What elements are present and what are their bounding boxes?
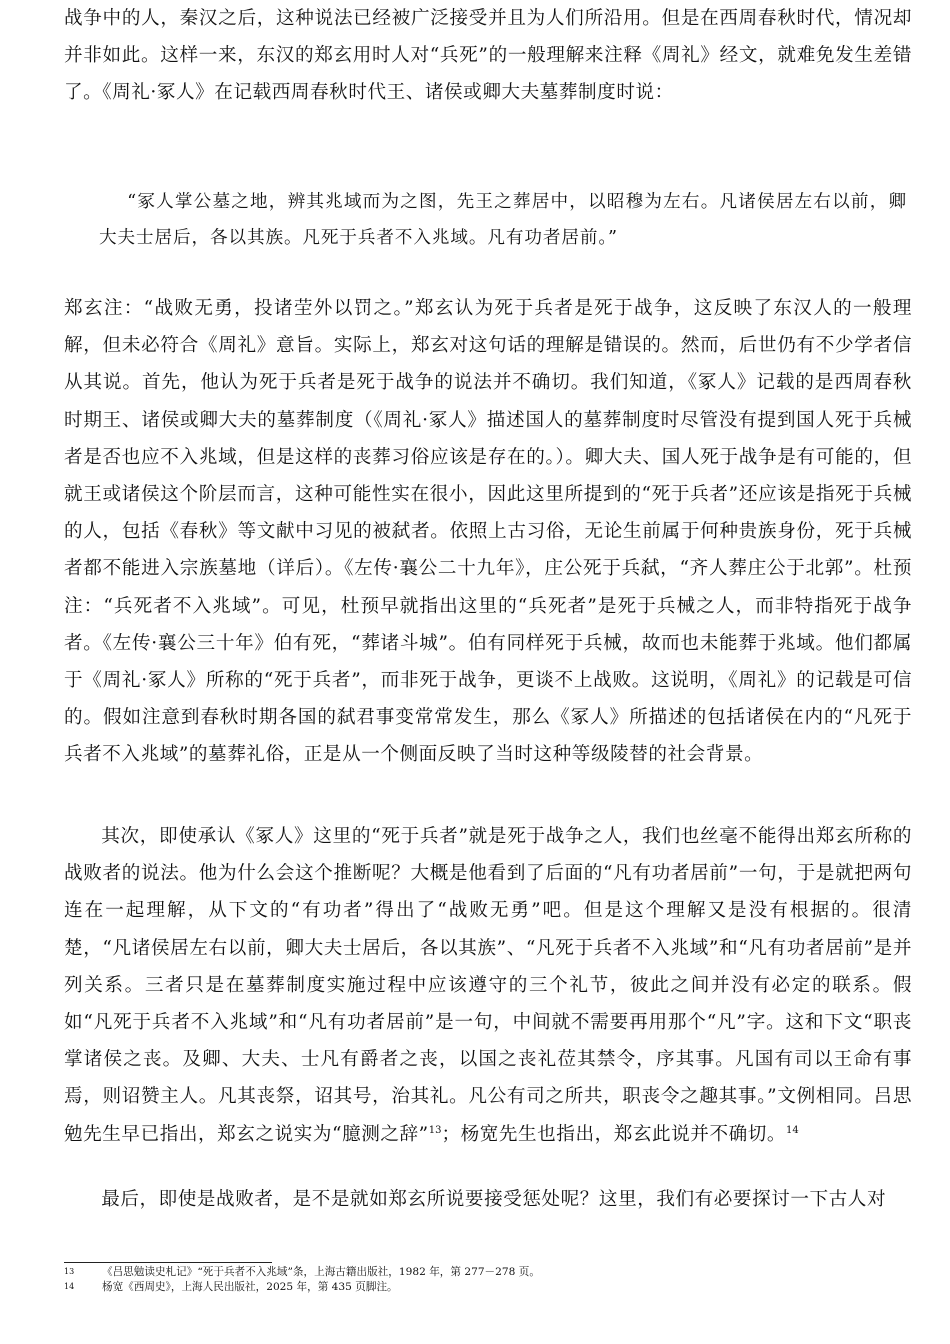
- footnote-divider: [64, 1262, 272, 1263]
- footnote-14: [64, 1280, 912, 1295]
- paragraph-zheng-xuan-note: 郑玄注：“战败无勇，投诸茔外以罚之。”郑玄认为死于兵者是死于战争，这反映了东汉人的一般理解，但未必符合《周礼》意旨。实际上，郑玄对这句话的理解是错误的。然而，后世仍有不少学者信从其说。首先，他认为死于兵者是死于战争的说法并不确切。我们知道，《冢人》记载的是西周春秋时期王、诸侯或卿大夫的墓葬制度（《周礼·冢人》描述国人的墓葬制度时尽管没有提到国人死于兵械者是否也应不入兆域，但是这样的丧葬习俗应该是存在的。）。卿大夫、国人死于战争是有可能的，但就王或诸侯这个阶层而言，这种可能性实在很小，因此这里所提到的“死于兵者”还应该是指死于兵械的人，包括《春秋》等文献中习见的被弑者。依照上古习俗，无论生前属于何种贵族身份，死于兵械者都不能进入宗族墓地（详后）。《左传·襄公二十九年》，庄公死于兵弑，“齐人葬庄公于北郭”。杜预注：“兵死者不入兆域”。可见，杜预早就指出这里的“兵死者”是死于兵械之人，而非特指死于战争者。《左传·襄公三十年》伯有死，“葬诸斗城”。伯有同样死于兵械，故而也未能葬于兆域。他们都属于《周礼·冢人》所称的“死于兵者”，而非死于战争，更谈不上战败。这说明，《周礼》的记载是可信的。假如注意到春秋时期各国的弑君事变常常发生，那么《冢人》所描述的包括诸侯在内的“凡死于兵者不入兆域”的墓葬礼俗，正是从一个侧面反映了当时这种等级陵替的社会背景。: [64, 298, 912, 766]
- footnotes: [64, 1265, 912, 1294]
- paragraph-second-point-text: 其次，即使承认《冢人》这里的“死于兵者”就是死于战争之人，我们也丝毫不能得出郑玄所称的战败者的说法。他为什么会这个推断呢？大概是他看到了后面的“凡有功者居前”一句，于是就把两句连在一起理解，从下文的“有功者”得出了“战败无勇”吧。但是这个理解又是没有根据的。很清楚，“凡诸侯居左右以前，卿大夫士居后，各以其族”、“凡死于兵者不入兆域”和“凡有功者居前”是并列关系。三者只是在墓葬制度实施过程中应该遵守的三个礼节，彼此之间并没有必定的联系。假如“凡死于兵者不入兆域”和“凡有功者居前”是一句，中间就不需要再用那个“凡”字。这和下文“职丧掌诸侯之丧。及卿、大夫、士凡有爵者之丧，以国之丧礼莅其禁令，序其事。凡国有司以王命有事焉，则诏赞主人。凡其丧祭，诏其号，治其礼。凡公有司之所共，职丧令之趣其事。”文例相同。吕思勉先生早已指出，郑玄之说实为“臆测之辞”: [64, 826, 912, 1145]
- footnote-text: 杨宽《西周史》，上海人民出版社，2025 年，第 435 页脚注。: [102, 1280, 398, 1293]
- paragraph-last-point: 最后，即使是战败者，是不是就如郑玄所说要接受惩处呢？这里，我们有必要探讨一下古人对: [101, 1189, 887, 1210]
- footnote-text: 《吕思勉读史札记》“死于兵者不入兆域”条，上海古籍出版社，1982 年，第 277－278 页。: [102, 1266, 540, 1278]
- paragraph-second-point-tail: ；杨宽先生也指出，郑玄此说并不确切。: [441, 1123, 787, 1145]
- footnote-number: 13: [64, 1267, 75, 1276]
- paragraph-intro: 战争中的人，秦汉之后，这种说法已经被广泛接受并且为人们所沿用。但是在西周春秋时代，情况却并非如此。这样一来，东汉的郑玄用时人对“兵死”的一般理解来注释《周礼》经文，就难免发生差错了。《周礼·冢人》在记载西周春秋时代王、诸侯或卿大夫墓葬制度时说：: [64, 8, 912, 104]
- block-quote-zhouli: “冢人掌公墓之地，辨其兆域而为之图，先王之葬居中，以昭穆为左右。凡诸侯居左右以前，卿大夫士居后，各以其族。凡死于兵者不入兆域。凡有功者居前。”: [99, 192, 907, 248]
- footnote-mark-13[interactable]: 13: [428, 1124, 442, 1136]
- paragraph-second-point: [64, 818, 912, 1153]
- footnote-mark-14[interactable]: 14: [786, 1124, 799, 1136]
- footnote-number: 14: [64, 1281, 75, 1291]
- footnote-13: [64, 1265, 912, 1280]
